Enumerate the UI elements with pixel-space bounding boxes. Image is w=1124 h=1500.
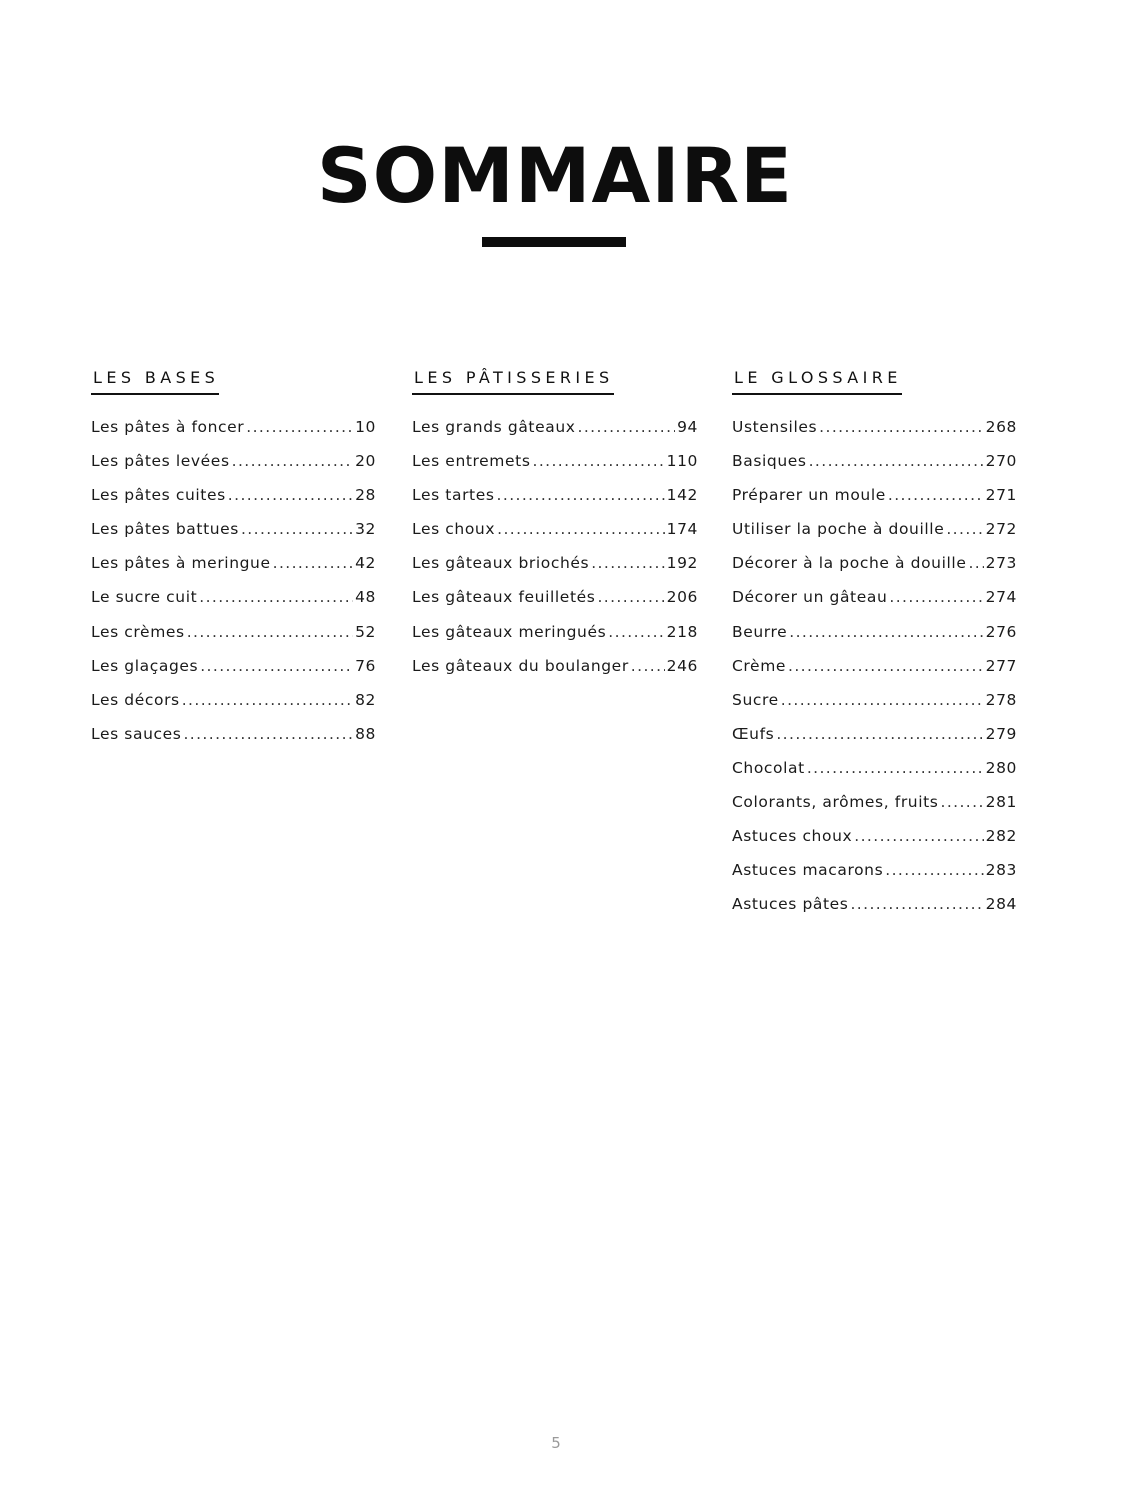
toc-entry-page-number: 279 — [985, 724, 1017, 743]
toc-entry-label: Chocolat — [732, 758, 805, 777]
toc-entry — [732, 759, 1017, 793]
toc-entry-label: Astuces pâtes — [732, 895, 849, 914]
toc-entry-page-number: 274 — [985, 588, 1017, 607]
section-heading-glossaire: LE GLOSSAIRE — [732, 368, 902, 395]
dot-leader — [228, 486, 353, 504]
toc-entry — [732, 520, 1017, 554]
page-title: SOMMAIRE — [316, 131, 794, 220]
dot-leader — [183, 725, 353, 743]
dot-leader — [241, 520, 353, 538]
toc-entry — [91, 452, 376, 486]
toc-entry-page-number: 206 — [666, 588, 698, 607]
section-heading-patisseries: LES PÂTISSERIES — [412, 368, 614, 395]
toc-entry-page-number: 282 — [985, 827, 1017, 846]
toc-entry-label: Les gâteaux du boulanger — [412, 656, 629, 675]
dot-leader — [273, 554, 353, 572]
toc-entry-label: Sucre — [732, 690, 779, 709]
toc-entry — [732, 623, 1017, 657]
toc-entry-label: Astuces choux — [732, 827, 853, 846]
dot-leader — [497, 486, 665, 504]
dot-leader — [608, 623, 664, 641]
toc-entry-page-number: 94 — [677, 418, 698, 436]
toc-entry-page-number: 281 — [985, 793, 1017, 812]
toc-entry-page-number: 42 — [355, 554, 376, 573]
toc-entry-label: Les pâtes à foncer — [91, 418, 245, 436]
toc-entry — [412, 486, 698, 520]
dot-leader — [578, 418, 676, 436]
dot-leader — [591, 554, 664, 572]
toc-entry-page-number: 76 — [355, 656, 376, 675]
toc-list-bases — [91, 418, 376, 759]
toc-entry-label: Préparer un moule — [732, 486, 886, 505]
toc-list-patisseries — [412, 418, 698, 691]
dot-leader — [776, 725, 983, 743]
toc-entry-page-number: 110 — [666, 452, 698, 471]
toc-entry — [412, 657, 698, 691]
dot-leader — [597, 588, 664, 606]
toc-entry-page-number: 10 — [355, 418, 376, 436]
toc-entry-page-number: 270 — [985, 452, 1017, 471]
toc-entry-page-number: 218 — [666, 622, 698, 641]
toc-entry-page-number: 88 — [355, 724, 376, 743]
toc-entry-label: Les crèmes — [91, 622, 185, 641]
toc-entry — [732, 554, 1017, 588]
toc-entry — [732, 793, 1017, 827]
toc-entry-page-number: 271 — [985, 486, 1017, 505]
toc-entry — [412, 520, 698, 554]
dot-leader — [232, 452, 353, 470]
toc-entry — [412, 623, 698, 657]
toc-entry-page-number: 268 — [985, 418, 1017, 436]
toc-entry-page-number: 82 — [355, 690, 376, 709]
dot-leader — [187, 623, 353, 641]
toc-entry-label: Colorants, arômes, fruits — [732, 793, 939, 812]
toc-entry-label: Les choux — [412, 520, 496, 539]
toc-entry — [412, 418, 698, 452]
dot-leader — [182, 691, 353, 709]
toc-entry — [412, 452, 698, 486]
dot-leader — [788, 657, 984, 675]
toc-entry-label: Les pâtes cuites — [91, 486, 226, 505]
toc-entry-label: Ustensiles — [732, 418, 818, 436]
toc-entry-page-number: 20 — [355, 452, 376, 471]
toc-entry — [732, 691, 1017, 725]
dot-leader — [968, 554, 983, 572]
toc-entry-page-number: 174 — [666, 520, 698, 539]
toc-entry — [91, 623, 376, 657]
toc-entry-label: Les sauces — [91, 724, 182, 743]
toc-column-glossaire — [732, 368, 1017, 929]
dot-leader — [807, 759, 984, 777]
dot-leader — [533, 452, 665, 470]
toc-entry-label: Décorer un gâteau — [732, 588, 888, 607]
toc-entry-page-number: 276 — [985, 622, 1017, 641]
toc-entry — [732, 657, 1017, 691]
dot-leader — [497, 520, 664, 538]
dot-leader — [631, 657, 665, 675]
dot-leader — [246, 418, 353, 436]
toc-entry-page-number: 284 — [985, 895, 1017, 914]
toc-entry — [732, 827, 1017, 861]
toc-entry — [91, 725, 376, 759]
toc-entry-label: Les entremets — [412, 452, 531, 471]
page-number: 5 — [551, 1434, 561, 1452]
dot-leader — [781, 691, 984, 709]
toc-entry — [732, 861, 1017, 895]
dot-leader — [889, 588, 983, 606]
toc-entry-page-number: 246 — [666, 656, 698, 675]
toc-entry-page-number: 28 — [355, 486, 376, 505]
toc-entry — [91, 554, 376, 588]
toc-entry-page-number: 277 — [985, 656, 1017, 675]
toc-entry-page-number: 48 — [355, 588, 376, 607]
dot-leader — [941, 793, 984, 811]
dot-leader — [888, 486, 984, 504]
dot-leader — [854, 827, 983, 845]
toc-column-patisseries — [412, 368, 698, 691]
toc-entry-label: Le sucre cuit — [91, 588, 198, 607]
toc-entry-label: Les gâteaux briochés — [412, 554, 590, 573]
toc-entry-page-number: 142 — [666, 486, 698, 505]
toc-entry — [91, 486, 376, 520]
toc-entry-label: Les décors — [91, 690, 180, 709]
toc-entry-page-number: 272 — [985, 520, 1017, 539]
toc-entry-label: Les grands gâteaux — [412, 418, 576, 436]
title-underline-rule — [482, 237, 626, 247]
toc-entry-page-number: 278 — [985, 690, 1017, 709]
toc-entry — [91, 418, 376, 452]
toc-entry-label: Basiques — [732, 452, 807, 471]
toc-column-bases — [91, 368, 376, 759]
dot-leader — [885, 861, 983, 879]
dot-leader — [809, 452, 984, 470]
toc-entry — [732, 588, 1017, 622]
dot-leader — [819, 418, 983, 436]
toc-entry-label: Œufs — [732, 724, 775, 743]
toc-entry — [91, 588, 376, 622]
toc-entry — [732, 725, 1017, 759]
toc-entry-label: Les pâtes levées — [91, 452, 230, 471]
dot-leader — [789, 623, 983, 641]
toc-entry — [732, 418, 1017, 452]
toc-entry — [91, 657, 376, 691]
toc-entry-label: Astuces macarons — [732, 861, 884, 880]
toc-entry — [91, 691, 376, 725]
toc-entry-label: Beurre — [732, 622, 788, 641]
toc-entry-label: Décorer à la poche à douille — [732, 554, 967, 573]
section-heading-bases: LES BASES — [91, 368, 219, 395]
dot-leader — [200, 657, 353, 675]
toc-entry-label: Les glaçages — [91, 656, 199, 675]
toc-entry-label: Crème — [732, 656, 787, 675]
toc-entry-page-number: 283 — [985, 861, 1017, 880]
toc-entry-label: Les tartes — [412, 486, 495, 505]
toc-entry-label: Les pâtes battues — [91, 520, 239, 539]
toc-entry-page-number: 32 — [355, 520, 376, 539]
toc-list-glossaire — [732, 418, 1017, 929]
toc-entry-label: Les gâteaux feuilletés — [412, 588, 596, 607]
toc-entry — [91, 520, 376, 554]
toc-entry-label: Les gâteaux meringués — [412, 622, 607, 641]
dot-leader — [199, 588, 353, 606]
toc-entry-label: Utiliser la poche à douille — [732, 520, 945, 539]
toc-entry-page-number: 280 — [985, 758, 1017, 777]
toc-entry — [732, 486, 1017, 520]
dot-leader — [850, 895, 983, 913]
toc-entry-page-number: 52 — [355, 622, 376, 641]
dot-leader — [946, 520, 983, 538]
toc-entry-page-number: 192 — [666, 554, 698, 573]
toc-entry-label: Les pâtes à meringue — [91, 554, 271, 573]
toc-entry — [732, 452, 1017, 486]
toc-entry — [732, 895, 1017, 929]
toc-entry-page-number: 273 — [985, 554, 1017, 573]
toc-entry — [412, 554, 698, 588]
toc-entry — [412, 588, 698, 622]
